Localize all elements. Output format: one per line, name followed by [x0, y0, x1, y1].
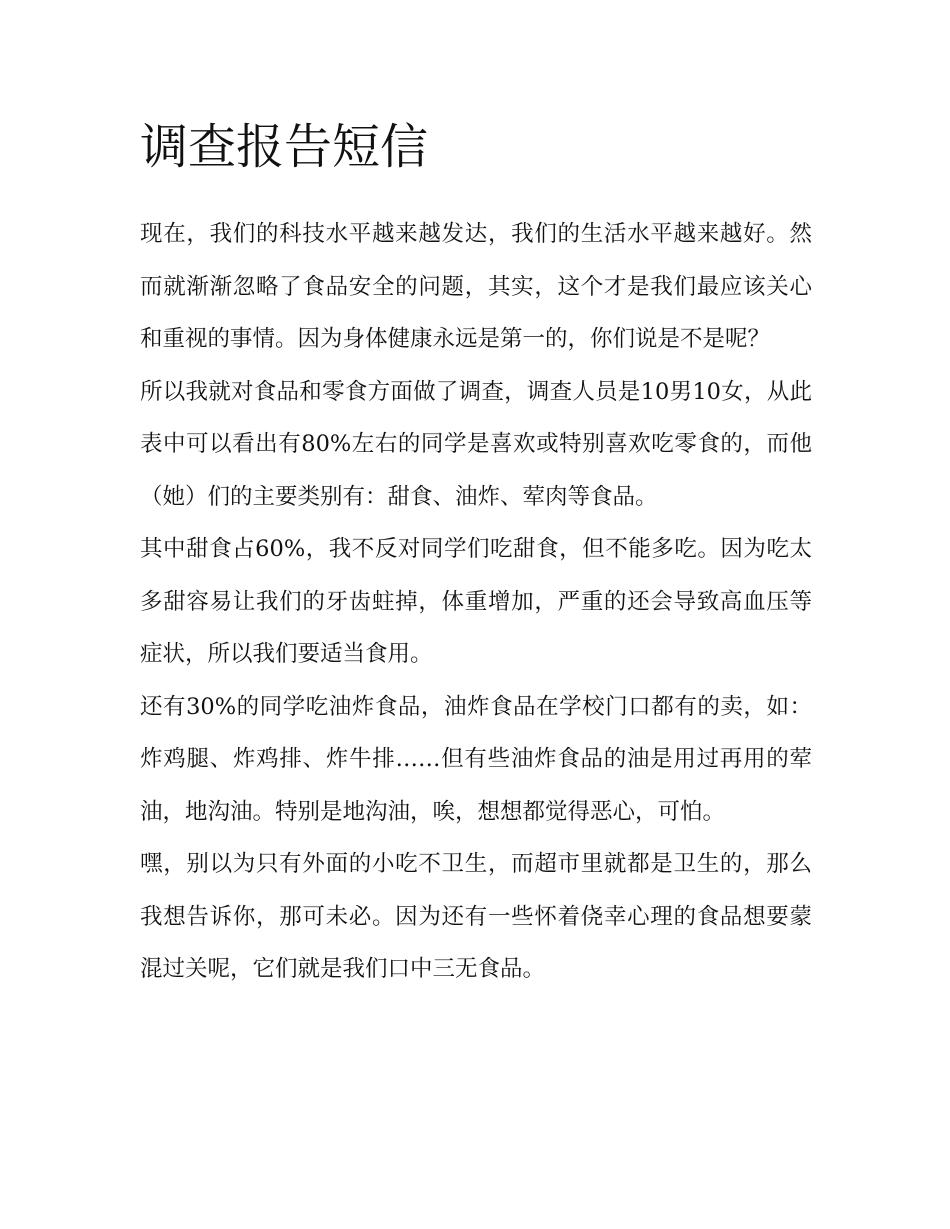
paragraph-sweets: 其中甜食占60%，我不反对同学们吃甜食，但不能多吃。因为吃太多甜容易让我们的牙齿蛀掉，体重增加，严重的还会导致高血压等症状，所以我们要适当食用。	[140, 536, 812, 667]
document-content	[140, 112, 812, 996]
document-title: 调查报告短信	[140, 119, 429, 175]
paragraph-survey: 所以我就对食品和零食方面做了调查，调查人员是10男10女，从此表中可以看出有80%左右的同学是喜欢或特别喜欢吃零食的，而他（她）们的主要类别有：甜食、油炸、荤肉等食品。	[140, 378, 812, 510]
paragraph-fried-food: 还有30%的同学吃油炸食品，油炸食品在学校门口都有的卖，如：炸鸡腿、炸鸡排、炸牛排……但有些油炸食品的油是用过再用的荤油，地沟油。特别是地沟油，唉，想想都觉得恶心，可怕。	[140, 693, 812, 825]
paragraph-intro: 现在，我们的科技水平越来越发达，我们的生活水平越来越好。然而就渐渐忽略了食品安全的问题，其实，这个才是我们最应该关心和重视的事情。因为身体健康永远是第一的，你们说是不是呢？	[140, 221, 812, 352]
paragraph-supermarket: 嘿，别以为只有外面的小吃不卫生，而超市里就都是卫生的，那么我想告诉你，那可未必。因为还有一些怀着侥幸心理的食品想要蒙混过关呢，它们就是我们口中三无食品。	[140, 851, 812, 982]
document-body	[140, 208, 812, 996]
